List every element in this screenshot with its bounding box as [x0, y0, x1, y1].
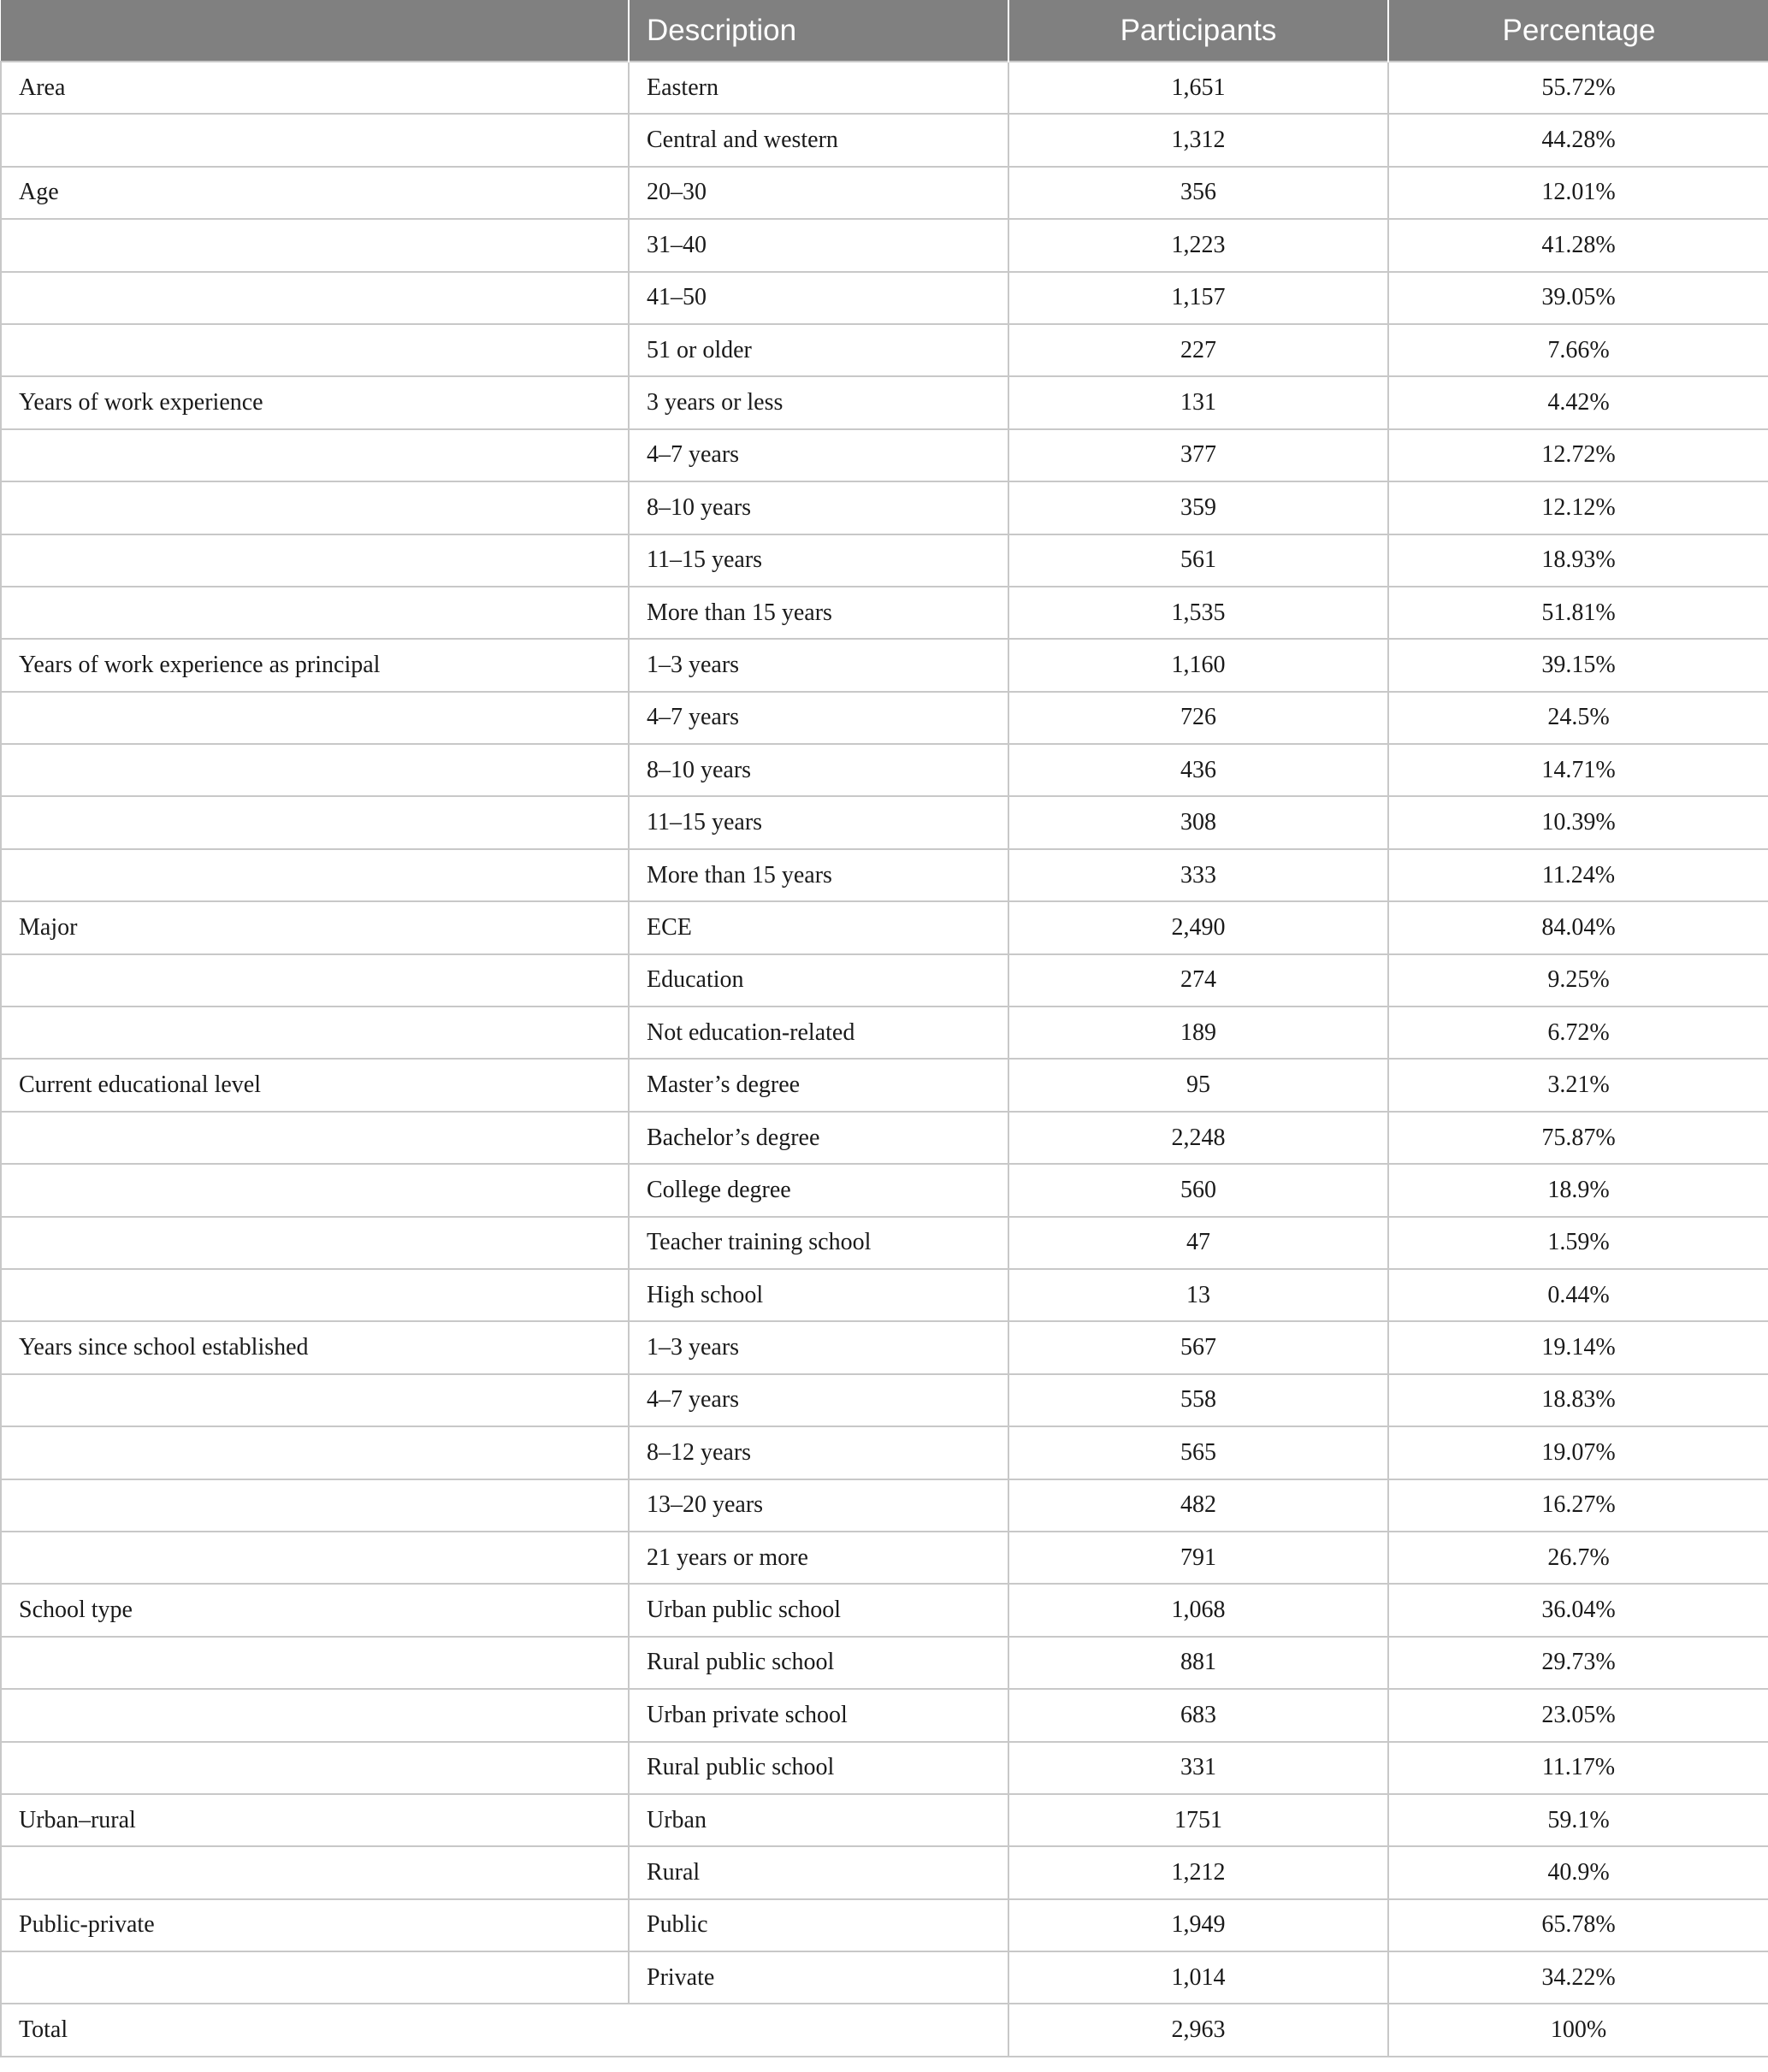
cell-description: High school	[629, 1269, 1008, 1321]
table-row	[1, 901, 1768, 953]
cell-participants: 333	[1008, 849, 1388, 901]
cell-description: 1–3 years	[629, 1321, 1008, 1373]
table-row	[1, 376, 1768, 428]
cell-description: Not education-related	[629, 1006, 1008, 1059]
table-row	[1, 429, 1768, 481]
cell-percentage: 11.24%	[1388, 849, 1768, 901]
cell-category	[1, 1479, 629, 1532]
cell-participants: 377	[1008, 429, 1388, 481]
cell-percentage: 19.07%	[1388, 1426, 1768, 1479]
table-row	[1, 1584, 1768, 1636]
table-row	[1, 1426, 1768, 1479]
table-row	[1, 1637, 1768, 1689]
table-row	[1, 272, 1768, 324]
cell-category: School type	[1, 1584, 629, 1636]
cell-category	[1, 1006, 629, 1059]
cell-category: Public-private	[1, 1899, 629, 1951]
table-body	[1, 62, 1768, 2057]
cell-category	[1, 692, 629, 744]
table-row	[1, 1059, 1768, 1111]
cell-description: Urban private school	[629, 1689, 1008, 1741]
cell-participants: 356	[1008, 167, 1388, 219]
cell-category	[1, 1426, 629, 1479]
cell-percentage: 84.04%	[1388, 901, 1768, 953]
cell-category	[1, 219, 629, 271]
cell-percentage: 1.59%	[1388, 1217, 1768, 1269]
cell-percentage: 36.04%	[1388, 1584, 1768, 1636]
cell-category	[1, 1217, 629, 1269]
cell-percentage: 24.5%	[1388, 692, 1768, 744]
cell-participants: 13	[1008, 1269, 1388, 1321]
table-row	[1, 1846, 1768, 1898]
cell-category	[1, 272, 629, 324]
cell-category	[1, 1742, 629, 1794]
cell-participants: 1,157	[1008, 272, 1388, 324]
cell-category	[1, 1164, 629, 1216]
cell-percentage: 18.9%	[1388, 1164, 1768, 1216]
cell-participants: 1,212	[1008, 1846, 1388, 1898]
cell-percentage: 34.22%	[1388, 1951, 1768, 2004]
table-row	[1, 1951, 1768, 2004]
cell-participants: 482	[1008, 1479, 1388, 1532]
cell-category	[1, 534, 629, 587]
cell-description: 8–10 years	[629, 481, 1008, 534]
table-row	[1, 1374, 1768, 1426]
cell-participants: 1,223	[1008, 219, 1388, 271]
cell-percentage: 23.05%	[1388, 1689, 1768, 1741]
table-row	[1, 692, 1768, 744]
table-row	[1, 1112, 1768, 1164]
cell-participants: 436	[1008, 744, 1388, 796]
cell-participants: 1,068	[1008, 1584, 1388, 1636]
cell-description: 11–15 years	[629, 796, 1008, 848]
cell-category	[1, 1689, 629, 1741]
cell-description: Private	[629, 1951, 1008, 2004]
cell-percentage: 75.87%	[1388, 1112, 1768, 1164]
table-row	[1, 219, 1768, 271]
cell-participants: 1,312	[1008, 114, 1388, 166]
cell-participants: 95	[1008, 1059, 1388, 1111]
cell-percentage: 41.28%	[1388, 219, 1768, 271]
table-row	[1, 114, 1768, 166]
cell-participants: 359	[1008, 481, 1388, 534]
cell-description: More than 15 years	[629, 587, 1008, 639]
cell-description: 4–7 years	[629, 429, 1008, 481]
table-row	[1, 1217, 1768, 1269]
cell-percentage: 44.28%	[1388, 114, 1768, 166]
cell-participants: 726	[1008, 692, 1388, 744]
table-row	[1, 1164, 1768, 1216]
cell-participants: 189	[1008, 1006, 1388, 1059]
cell-participants: 227	[1008, 324, 1388, 376]
cell-percentage: 3.21%	[1388, 1059, 1768, 1111]
cell-percentage: 14.71%	[1388, 744, 1768, 796]
cell-description: 11–15 years	[629, 534, 1008, 587]
cell-description: 51 or older	[629, 324, 1008, 376]
cell-category: Years of work experience	[1, 376, 629, 428]
cell-percentage: 39.15%	[1388, 639, 1768, 691]
cell-category	[1, 1637, 629, 1689]
cell-participants: 1,651	[1008, 62, 1388, 114]
cell-category: Urban–rural	[1, 1794, 629, 1846]
cell-participants: 1,535	[1008, 587, 1388, 639]
table-row	[1, 796, 1768, 848]
table-row	[1, 1532, 1768, 1584]
cell-description: 4–7 years	[629, 692, 1008, 744]
cell-participants: 791	[1008, 1532, 1388, 1584]
cell-percentage: 12.12%	[1388, 481, 1768, 534]
total-label: Total	[1, 2004, 1008, 2056]
cell-percentage: 65.78%	[1388, 1899, 1768, 1951]
cell-category	[1, 1532, 629, 1584]
cell-description: 31–40	[629, 219, 1008, 271]
table-row	[1, 167, 1768, 219]
cell-description: Teacher training school	[629, 1217, 1008, 1269]
cell-participants: 683	[1008, 1689, 1388, 1741]
cell-participants: 567	[1008, 1321, 1388, 1373]
cell-percentage: 29.73%	[1388, 1637, 1768, 1689]
cell-category: Years since school established	[1, 1321, 629, 1373]
cell-category: Major	[1, 901, 629, 953]
cell-percentage: 11.17%	[1388, 1742, 1768, 1794]
cell-participants: 131	[1008, 376, 1388, 428]
cell-category: Age	[1, 167, 629, 219]
cell-description: Rural public school	[629, 1742, 1008, 1794]
table-row	[1, 1689, 1768, 1741]
header-participants: Participants	[1008, 0, 1388, 62]
table-row	[1, 1742, 1768, 1794]
table-row	[1, 481, 1768, 534]
cell-category: Current educational level	[1, 1059, 629, 1111]
header-percentage: Percentage	[1388, 0, 1768, 62]
cell-participants: 331	[1008, 1742, 1388, 1794]
cell-category	[1, 324, 629, 376]
cell-description: Rural	[629, 1846, 1008, 1898]
cell-percentage: 55.72%	[1388, 62, 1768, 114]
cell-category	[1, 1374, 629, 1426]
cell-category	[1, 1269, 629, 1321]
cell-category	[1, 796, 629, 848]
cell-category	[1, 1112, 629, 1164]
cell-percentage: 18.93%	[1388, 534, 1768, 587]
cell-category	[1, 1951, 629, 2004]
cell-percentage: 10.39%	[1388, 796, 1768, 848]
cell-percentage: 51.81%	[1388, 587, 1768, 639]
header-category	[1, 0, 629, 62]
cell-description: Public	[629, 1899, 1008, 1951]
cell-participants: 308	[1008, 796, 1388, 848]
cell-participants: 565	[1008, 1426, 1388, 1479]
cell-category	[1, 114, 629, 166]
cell-percentage: 16.27%	[1388, 1479, 1768, 1532]
cell-description: Eastern	[629, 62, 1008, 114]
cell-description: 20–30	[629, 167, 1008, 219]
table-row	[1, 534, 1768, 587]
cell-description: ECE	[629, 901, 1008, 953]
cell-category	[1, 587, 629, 639]
table-row	[1, 849, 1768, 901]
cell-participants: 1,014	[1008, 1951, 1388, 2004]
cell-participants: 558	[1008, 1374, 1388, 1426]
table-row	[1, 639, 1768, 691]
total-percentage: 100%	[1388, 2004, 1768, 2056]
table-row	[1, 1269, 1768, 1321]
cell-percentage: 9.25%	[1388, 954, 1768, 1006]
cell-percentage: 12.01%	[1388, 167, 1768, 219]
cell-description: Rural public school	[629, 1637, 1008, 1689]
cell-percentage: 4.42%	[1388, 376, 1768, 428]
table-row	[1, 1321, 1768, 1373]
cell-percentage: 19.14%	[1388, 1321, 1768, 1373]
table-row	[1, 1899, 1768, 1951]
header-description: Description	[629, 0, 1008, 62]
cell-participants: 1751	[1008, 1794, 1388, 1846]
cell-percentage: 7.66%	[1388, 324, 1768, 376]
table-row	[1, 587, 1768, 639]
cell-description: Master’s degree	[629, 1059, 1008, 1111]
cell-category	[1, 1846, 629, 1898]
cell-percentage: 40.9%	[1388, 1846, 1768, 1898]
cell-description: 4–7 years	[629, 1374, 1008, 1426]
cell-participants: 2,490	[1008, 901, 1388, 953]
cell-category	[1, 954, 629, 1006]
cell-participants: 560	[1008, 1164, 1388, 1216]
cell-description: 13–20 years	[629, 1479, 1008, 1532]
cell-description: Central and western	[629, 114, 1008, 166]
cell-participants: 274	[1008, 954, 1388, 1006]
cell-participants: 561	[1008, 534, 1388, 587]
cell-description: Bachelor’s degree	[629, 1112, 1008, 1164]
cell-participants: 1,160	[1008, 639, 1388, 691]
cell-percentage: 18.83%	[1388, 1374, 1768, 1426]
cell-participants: 1,949	[1008, 1899, 1388, 1951]
cell-percentage: 59.1%	[1388, 1794, 1768, 1846]
cell-participants: 2,248	[1008, 1112, 1388, 1164]
cell-description: College degree	[629, 1164, 1008, 1216]
total-row	[1, 2004, 1768, 2056]
cell-description: 3 years or less	[629, 376, 1008, 428]
cell-description: 41–50	[629, 272, 1008, 324]
cell-category	[1, 744, 629, 796]
cell-percentage: 0.44%	[1388, 1269, 1768, 1321]
cell-description: Urban	[629, 1794, 1008, 1846]
table-row	[1, 1479, 1768, 1532]
cell-category: Years of work experience as principal	[1, 639, 629, 691]
cell-description: More than 15 years	[629, 849, 1008, 901]
cell-category	[1, 429, 629, 481]
table-row	[1, 62, 1768, 114]
cell-percentage: 6.72%	[1388, 1006, 1768, 1059]
table-header	[1, 0, 1768, 62]
cell-percentage: 26.7%	[1388, 1532, 1768, 1584]
total-participants: 2,963	[1008, 2004, 1388, 2056]
cell-percentage: 12.72%	[1388, 429, 1768, 481]
cell-description: Education	[629, 954, 1008, 1006]
table-row	[1, 954, 1768, 1006]
cell-participants: 47	[1008, 1217, 1388, 1269]
table-row	[1, 324, 1768, 376]
cell-description: 1–3 years	[629, 639, 1008, 691]
table-row	[1, 1006, 1768, 1059]
cell-category: Area	[1, 62, 629, 114]
cell-description: 8–10 years	[629, 744, 1008, 796]
cell-category	[1, 849, 629, 901]
cell-description: 8–12 years	[629, 1426, 1008, 1479]
table-row	[1, 1794, 1768, 1846]
cell-description: 21 years or more	[629, 1532, 1008, 1584]
table-row	[1, 744, 1768, 796]
cell-participants: 881	[1008, 1637, 1388, 1689]
cell-category	[1, 481, 629, 534]
cell-description: Urban public school	[629, 1584, 1008, 1636]
header-row	[1, 0, 1768, 62]
cell-percentage: 39.05%	[1388, 272, 1768, 324]
